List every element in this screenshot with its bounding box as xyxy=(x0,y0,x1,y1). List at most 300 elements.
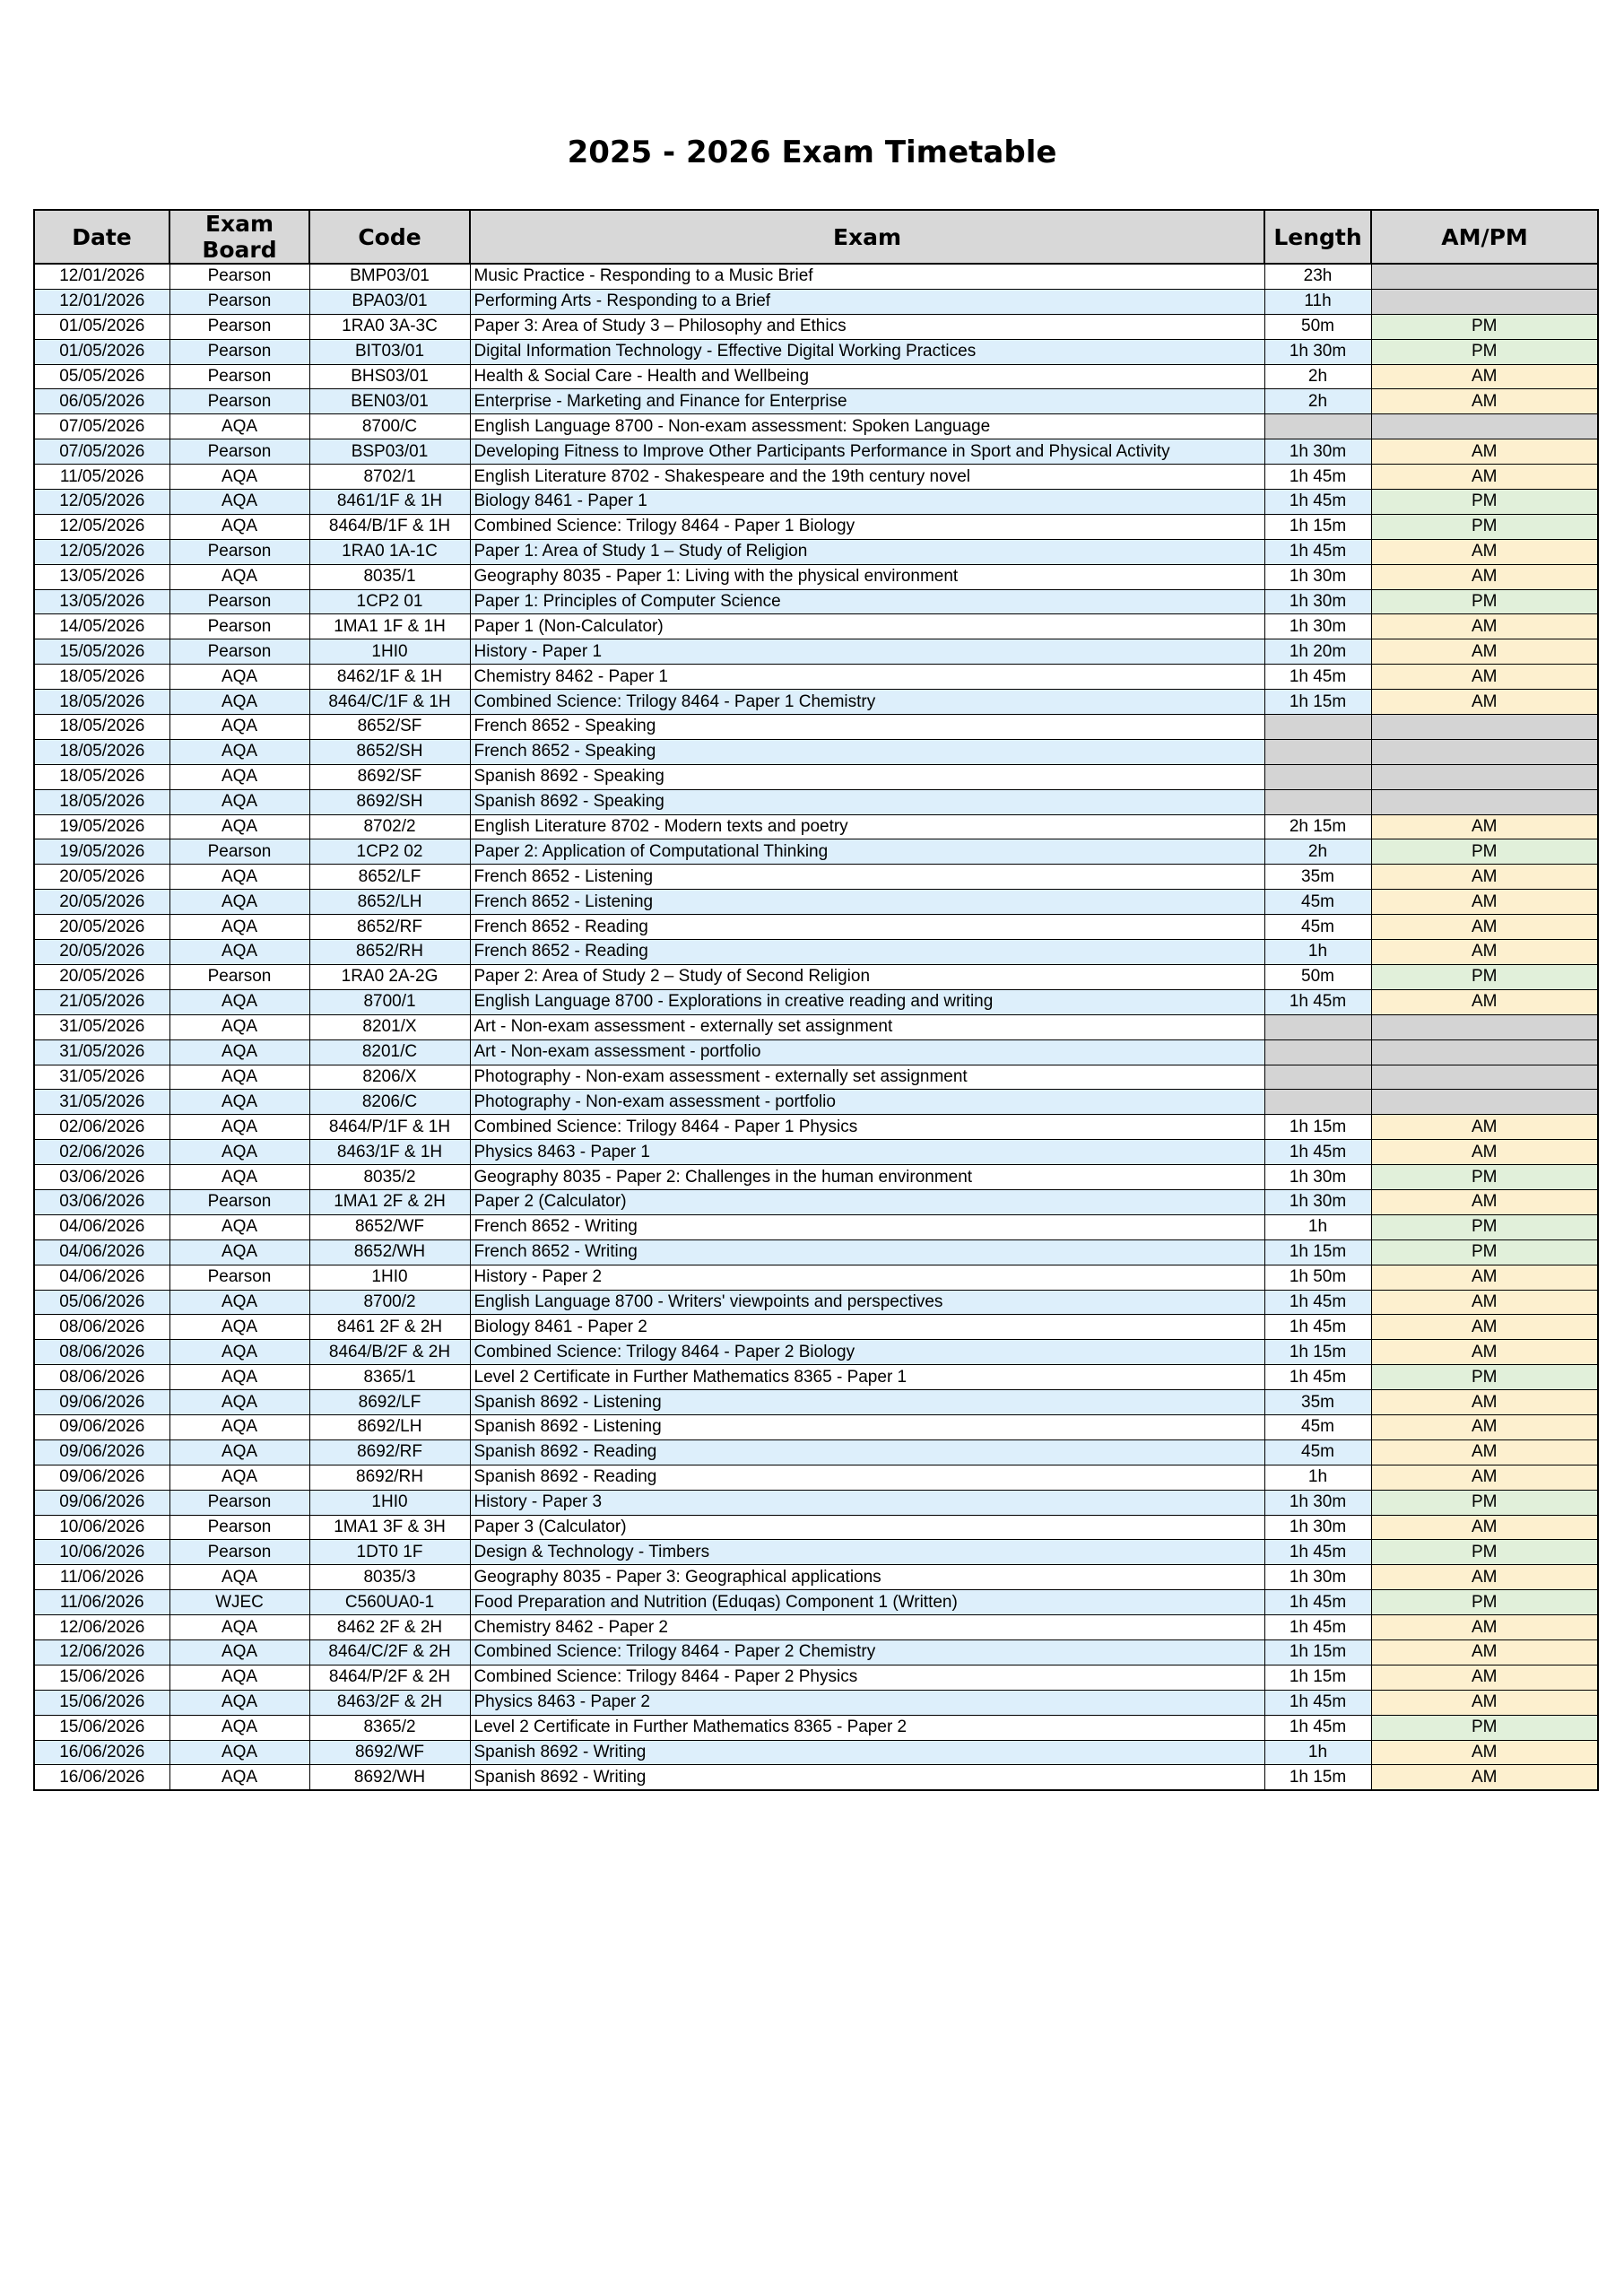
cell-code: 8700/C xyxy=(309,414,470,439)
cell-date: 09/06/2026 xyxy=(34,1490,169,1515)
cell-exam-board: AQA xyxy=(169,1165,309,1190)
cell-am-pm: AM xyxy=(1371,1265,1598,1290)
cell-exam-board: AQA xyxy=(169,1690,309,1715)
cell-am-pm: AM xyxy=(1371,1115,1598,1140)
table-row xyxy=(34,989,1598,1014)
cell-exam-board: Pearson xyxy=(169,589,309,614)
cell-date: 02/06/2026 xyxy=(34,1115,169,1140)
table-row xyxy=(34,1265,1598,1290)
table-row xyxy=(34,1590,1598,1615)
cell-length: 1h 30m xyxy=(1264,614,1371,639)
cell-length: 1h 15m xyxy=(1264,1639,1371,1665)
cell-am-pm: PM xyxy=(1371,339,1598,364)
cell-length: 35m xyxy=(1264,1390,1371,1415)
cell-exam: Paper 3: Area of Study 3 – Philosophy and Ethics xyxy=(470,314,1264,339)
cell-exam-board: AQA xyxy=(169,1014,309,1039)
cell-code: 8206/C xyxy=(309,1090,470,1115)
cell-am-pm: AM xyxy=(1371,1565,1598,1590)
cell-date: 18/05/2026 xyxy=(34,789,169,814)
cell-exam-board: Pearson xyxy=(169,1540,309,1565)
cell-exam: Spanish 8692 - Speaking xyxy=(470,789,1264,814)
cell-exam: Combined Science: Trilogy 8464 - Paper 1 Biology xyxy=(470,514,1264,539)
cell-exam: English Language 8700 - Non-exam assessment: Spoken Language xyxy=(470,414,1264,439)
table-row xyxy=(34,389,1598,414)
cell-code: 8702/1 xyxy=(309,465,470,490)
cell-exam: History - Paper 2 xyxy=(470,1265,1264,1290)
cell-am-pm: PM xyxy=(1371,1365,1598,1390)
cell-am-pm xyxy=(1371,1014,1598,1039)
cell-am-pm: AM xyxy=(1371,1414,1598,1439)
cell-exam: Chemistry 8462 - Paper 2 xyxy=(470,1615,1264,1640)
cell-length: 1h 30m xyxy=(1264,564,1371,589)
cell-exam-board: AQA xyxy=(169,465,309,490)
cell-exam: Physics 8463 - Paper 1 xyxy=(470,1140,1264,1165)
cell-exam-board: AQA xyxy=(169,1039,309,1065)
cell-exam-board: AQA xyxy=(169,665,309,690)
cell-exam-board: AQA xyxy=(169,690,309,715)
cell-exam: Spanish 8692 - Writing xyxy=(470,1765,1264,1790)
cell-length: 2h xyxy=(1264,839,1371,865)
cell-date: 15/06/2026 xyxy=(34,1665,169,1690)
cell-date: 20/05/2026 xyxy=(34,865,169,890)
exam-timetable xyxy=(33,209,1599,1791)
cell-exam-board: AQA xyxy=(169,1340,309,1365)
cell-code: 1CP2 01 xyxy=(309,589,470,614)
table-row xyxy=(34,514,1598,539)
cell-am-pm: PM xyxy=(1371,514,1598,539)
cell-exam: French 8652 - Speaking xyxy=(470,715,1264,740)
cell-length: 1h xyxy=(1264,1740,1371,1765)
cell-exam-board: Pearson xyxy=(169,964,309,989)
cell-exam: Art - Non-exam assessment - portfolio xyxy=(470,1039,1264,1065)
cell-length: 45m xyxy=(1264,1439,1371,1465)
cell-am-pm: PM xyxy=(1371,1590,1598,1615)
cell-date: 01/05/2026 xyxy=(34,339,169,364)
cell-am-pm: AM xyxy=(1371,1690,1598,1715)
cell-code: 8206/X xyxy=(309,1065,470,1090)
cell-length: 1h 30m xyxy=(1264,1490,1371,1515)
cell-am-pm: AM xyxy=(1371,1665,1598,1690)
cell-code: 1MA1 3F & 3H xyxy=(309,1515,470,1540)
cell-date: 06/05/2026 xyxy=(34,389,169,414)
table-row xyxy=(34,539,1598,564)
cell-length: 1h 30m xyxy=(1264,439,1371,465)
cell-date: 03/06/2026 xyxy=(34,1165,169,1190)
cell-date: 08/06/2026 xyxy=(34,1315,169,1340)
table-row xyxy=(34,789,1598,814)
cell-date: 18/05/2026 xyxy=(34,739,169,764)
cell-exam: Paper 1 (Non-Calculator) xyxy=(470,614,1264,639)
cell-code: 1DT0 1F xyxy=(309,1540,470,1565)
cell-code: 1RA0 3A-3C xyxy=(309,314,470,339)
cell-exam-board: AQA xyxy=(169,1140,309,1165)
cell-code: 8201/X xyxy=(309,1014,470,1039)
cell-length: 1h 50m xyxy=(1264,1265,1371,1290)
cell-date: 14/05/2026 xyxy=(34,614,169,639)
cell-am-pm: AM xyxy=(1371,1515,1598,1540)
cell-exam-board: AQA xyxy=(169,1565,309,1590)
cell-am-pm: AM xyxy=(1371,1615,1598,1640)
table-row xyxy=(34,1165,1598,1190)
cell-am-pm: AM xyxy=(1371,989,1598,1014)
cell-length: 45m xyxy=(1264,915,1371,940)
cell-am-pm xyxy=(1371,1065,1598,1090)
cell-exam-board: AQA xyxy=(169,1439,309,1465)
table-row xyxy=(34,364,1598,389)
header-length: Length xyxy=(1264,210,1371,264)
cell-code: 8652/RH xyxy=(309,940,470,965)
cell-exam-board: AQA xyxy=(169,1290,309,1315)
cell-am-pm: AM xyxy=(1371,1315,1598,1340)
cell-exam: French 8652 - Listening xyxy=(470,890,1264,915)
cell-date: 09/06/2026 xyxy=(34,1390,169,1415)
cell-code: 8652/RF xyxy=(309,915,470,940)
cell-exam-board: WJEC xyxy=(169,1590,309,1615)
table-row xyxy=(34,614,1598,639)
cell-exam-board: AQA xyxy=(169,890,309,915)
cell-code: BHS03/01 xyxy=(309,364,470,389)
cell-exam: Physics 8463 - Paper 2 xyxy=(470,1690,1264,1715)
table-row xyxy=(34,1214,1598,1239)
cell-am-pm xyxy=(1371,414,1598,439)
cell-exam-board: AQA xyxy=(169,865,309,890)
cell-date: 09/06/2026 xyxy=(34,1465,169,1490)
header-code: Code xyxy=(309,210,470,264)
cell-exam-board: Pearson xyxy=(169,289,309,314)
cell-am-pm: AM xyxy=(1371,639,1598,665)
cell-exam-board: Pearson xyxy=(169,1265,309,1290)
cell-exam-board: AQA xyxy=(169,915,309,940)
cell-code: 8692/SF xyxy=(309,764,470,789)
cell-code: 8462 2F & 2H xyxy=(309,1615,470,1640)
cell-code: C560UA0-1 xyxy=(309,1590,470,1615)
cell-exam: French 8652 - Speaking xyxy=(470,739,1264,764)
cell-length xyxy=(1264,1014,1371,1039)
cell-am-pm: PM xyxy=(1371,1490,1598,1515)
cell-date: 01/05/2026 xyxy=(34,314,169,339)
cell-am-pm: PM xyxy=(1371,1165,1598,1190)
cell-length: 1h 30m xyxy=(1264,589,1371,614)
cell-code: 8365/2 xyxy=(309,1715,470,1740)
cell-exam: Geography 8035 - Paper 2: Challenges in the human environment xyxy=(470,1165,1264,1190)
cell-length: 1h 30m xyxy=(1264,1165,1371,1190)
table-row xyxy=(34,264,1598,289)
cell-code: 8464/B/2F & 2H xyxy=(309,1340,470,1365)
page-title: 2025 - 2026 Exam Timetable xyxy=(567,135,1057,170)
table-row xyxy=(34,1140,1598,1165)
cell-date: 08/06/2026 xyxy=(34,1340,169,1365)
cell-code: BMP03/01 xyxy=(309,264,470,289)
cell-date: 18/05/2026 xyxy=(34,764,169,789)
cell-exam-board: AQA xyxy=(169,564,309,589)
cell-exam-board: Pearson xyxy=(169,364,309,389)
cell-code: 8035/2 xyxy=(309,1165,470,1190)
table-row xyxy=(34,1465,1598,1490)
cell-code: 8464/P/1F & 1H xyxy=(309,1115,470,1140)
cell-code: 8464/P/2F & 2H xyxy=(309,1665,470,1690)
cell-date: 15/06/2026 xyxy=(34,1715,169,1740)
cell-am-pm: AM xyxy=(1371,465,1598,490)
cell-length: 45m xyxy=(1264,890,1371,915)
table-row xyxy=(34,1365,1598,1390)
cell-code: 8652/LF xyxy=(309,865,470,890)
cell-date: 09/06/2026 xyxy=(34,1414,169,1439)
cell-date: 12/05/2026 xyxy=(34,514,169,539)
cell-date: 02/06/2026 xyxy=(34,1140,169,1165)
cell-exam: Enterprise - Marketing and Finance for Enterprise xyxy=(470,389,1264,414)
cell-date: 04/06/2026 xyxy=(34,1214,169,1239)
table-row xyxy=(34,414,1598,439)
table-row xyxy=(34,1090,1598,1115)
cell-length: 50m xyxy=(1264,964,1371,989)
table-row xyxy=(34,1615,1598,1640)
cell-exam-board: AQA xyxy=(169,1115,309,1140)
cell-code: 8700/2 xyxy=(309,1290,470,1315)
cell-length: 35m xyxy=(1264,865,1371,890)
cell-exam: Geography 8035 - Paper 3: Geographical applications xyxy=(470,1565,1264,1590)
cell-exam-board: AQA xyxy=(169,490,309,515)
cell-date: 12/01/2026 xyxy=(34,289,169,314)
cell-exam-board: AQA xyxy=(169,1665,309,1690)
table-row xyxy=(34,1490,1598,1515)
table-row xyxy=(34,839,1598,865)
cell-code: 8700/1 xyxy=(309,989,470,1014)
cell-exam-board: Pearson xyxy=(169,1490,309,1515)
table-row xyxy=(34,690,1598,715)
cell-exam: Music Practice - Responding to a Music Brief xyxy=(470,264,1264,289)
cell-length: 1h xyxy=(1264,1214,1371,1239)
cell-length: 1h 15m xyxy=(1264,1665,1371,1690)
cell-exam-board: AQA xyxy=(169,1765,309,1790)
cell-length: 1h 45m xyxy=(1264,989,1371,1014)
cell-length: 50m xyxy=(1264,314,1371,339)
cell-exam-board: AQA xyxy=(169,1239,309,1265)
table-row xyxy=(34,665,1598,690)
table-row xyxy=(34,1665,1598,1690)
cell-exam: Combined Science: Trilogy 8464 - Paper 2 Physics xyxy=(470,1665,1264,1690)
cell-exam-board: Pearson xyxy=(169,614,309,639)
cell-code: 8463/1F & 1H xyxy=(309,1140,470,1165)
cell-date: 12/05/2026 xyxy=(34,490,169,515)
cell-code: 8464/C/1F & 1H xyxy=(309,690,470,715)
cell-exam: French 8652 - Writing xyxy=(470,1214,1264,1239)
table-row xyxy=(34,589,1598,614)
cell-exam: English Language 8700 - Explorations in creative reading and writing xyxy=(470,989,1264,1014)
cell-code: 8365/1 xyxy=(309,1365,470,1390)
cell-length xyxy=(1264,764,1371,789)
cell-length: 1h 30m xyxy=(1264,1515,1371,1540)
cell-exam: Photography - Non-exam assessment - externally set assignment xyxy=(470,1065,1264,1090)
cell-am-pm: AM xyxy=(1371,614,1598,639)
table-row xyxy=(34,1765,1598,1790)
table-row xyxy=(34,1014,1598,1039)
cell-length: 1h 15m xyxy=(1264,514,1371,539)
cell-code: 8464/B/1F & 1H xyxy=(309,514,470,539)
cell-am-pm xyxy=(1371,739,1598,764)
cell-exam: Health & Social Care - Health and Wellbeing xyxy=(470,364,1264,389)
cell-exam-board: AQA xyxy=(169,715,309,740)
cell-exam-board: AQA xyxy=(169,1390,309,1415)
table-row xyxy=(34,764,1598,789)
cell-length: 1h 45m xyxy=(1264,1690,1371,1715)
cell-exam: Biology 8461 - Paper 2 xyxy=(470,1315,1264,1340)
cell-date: 31/05/2026 xyxy=(34,1014,169,1039)
cell-length: 2h 15m xyxy=(1264,814,1371,839)
cell-exam-board: Pearson xyxy=(169,439,309,465)
cell-date: 12/06/2026 xyxy=(34,1615,169,1640)
cell-date: 31/05/2026 xyxy=(34,1039,169,1065)
cell-am-pm: AM xyxy=(1371,1290,1598,1315)
cell-am-pm: AM xyxy=(1371,364,1598,389)
table-row xyxy=(34,564,1598,589)
cell-length: 1h 15m xyxy=(1264,1115,1371,1140)
cell-code: 8652/LH xyxy=(309,890,470,915)
cell-exam: Paper 2: Application of Computational Thinking xyxy=(470,839,1264,865)
cell-am-pm: AM xyxy=(1371,1465,1598,1490)
cell-exam-board: Pearson xyxy=(169,264,309,289)
cell-length: 23h xyxy=(1264,264,1371,289)
cell-date: 03/06/2026 xyxy=(34,1189,169,1214)
cell-code: 1RA0 2A-2G xyxy=(309,964,470,989)
table-row xyxy=(34,465,1598,490)
cell-length: 1h 45m xyxy=(1264,490,1371,515)
table-row xyxy=(34,940,1598,965)
cell-code: BIT03/01 xyxy=(309,339,470,364)
cell-code: 1MA1 2F & 2H xyxy=(309,1189,470,1214)
table-row xyxy=(34,814,1598,839)
cell-exam-board: AQA xyxy=(169,1214,309,1239)
cell-date: 05/06/2026 xyxy=(34,1290,169,1315)
cell-am-pm: AM xyxy=(1371,564,1598,589)
table-row xyxy=(34,1515,1598,1540)
table-row xyxy=(34,1439,1598,1465)
cell-date: 12/01/2026 xyxy=(34,264,169,289)
cell-am-pm: AM xyxy=(1371,940,1598,965)
cell-length: 1h xyxy=(1264,940,1371,965)
cell-am-pm: PM xyxy=(1371,314,1598,339)
cell-length: 1h 15m xyxy=(1264,1239,1371,1265)
cell-am-pm: AM xyxy=(1371,1740,1598,1765)
cell-am-pm xyxy=(1371,789,1598,814)
cell-am-pm: AM xyxy=(1371,915,1598,940)
cell-exam-board: Pearson xyxy=(169,314,309,339)
cell-code: 8692/LH xyxy=(309,1414,470,1439)
table-row xyxy=(34,1315,1598,1340)
cell-code: 8692/RF xyxy=(309,1439,470,1465)
cell-date: 11/05/2026 xyxy=(34,465,169,490)
cell-length: 1h 20m xyxy=(1264,639,1371,665)
cell-date: 20/05/2026 xyxy=(34,940,169,965)
cell-exam: Spanish 8692 - Writing xyxy=(470,1740,1264,1765)
cell-exam-board: AQA xyxy=(169,989,309,1014)
cell-exam: Paper 1: Area of Study 1 – Study of Religion xyxy=(470,539,1264,564)
cell-code: 1MA1 1F & 1H xyxy=(309,614,470,639)
cell-date: 12/05/2026 xyxy=(34,539,169,564)
cell-code: 8463/2F & 2H xyxy=(309,1690,470,1715)
cell-exam: Paper 2 (Calculator) xyxy=(470,1189,1264,1214)
cell-exam-board: AQA xyxy=(169,1065,309,1090)
cell-exam: Combined Science: Trilogy 8464 - Paper 1 Chemistry xyxy=(470,690,1264,715)
cell-code: 8035/1 xyxy=(309,564,470,589)
cell-exam-board: AQA xyxy=(169,789,309,814)
table-row xyxy=(34,490,1598,515)
cell-code: 8035/3 xyxy=(309,1565,470,1590)
cell-date: 15/06/2026 xyxy=(34,1690,169,1715)
cell-date: 12/06/2026 xyxy=(34,1639,169,1665)
cell-exam-board: AQA xyxy=(169,1615,309,1640)
cell-length: 1h 45m xyxy=(1264,1290,1371,1315)
cell-length: 1h 30m xyxy=(1264,1189,1371,1214)
cell-exam: French 8652 - Listening xyxy=(470,865,1264,890)
cell-exam: Performing Arts - Responding to a Brief xyxy=(470,289,1264,314)
cell-length: 1h 45m xyxy=(1264,1615,1371,1640)
cell-exam: Paper 1: Principles of Computer Science xyxy=(470,589,1264,614)
cell-exam-board: AQA xyxy=(169,814,309,839)
cell-exam: Combined Science: Trilogy 8464 - Paper 1 Physics xyxy=(470,1115,1264,1140)
cell-code: 8464/C/2F & 2H xyxy=(309,1639,470,1665)
table-row xyxy=(34,1390,1598,1415)
header-am-pm: AM/PM xyxy=(1371,210,1598,264)
cell-am-pm: AM xyxy=(1371,1340,1598,1365)
table-row xyxy=(34,439,1598,465)
cell-am-pm xyxy=(1371,764,1598,789)
cell-code: 8692/WH xyxy=(309,1765,470,1790)
cell-exam: Spanish 8692 - Speaking xyxy=(470,764,1264,789)
table-row xyxy=(34,1239,1598,1265)
cell-length: 1h 45m xyxy=(1264,1715,1371,1740)
cell-date: 31/05/2026 xyxy=(34,1065,169,1090)
cell-code: 1CP2 02 xyxy=(309,839,470,865)
cell-exam: Level 2 Certificate in Further Mathematics 8365 - Paper 2 xyxy=(470,1715,1264,1740)
cell-code: 1HI0 xyxy=(309,1265,470,1290)
cell-length: 11h xyxy=(1264,289,1371,314)
table-row xyxy=(34,865,1598,890)
cell-code: 8461/1F & 1H xyxy=(309,490,470,515)
cell-am-pm: PM xyxy=(1371,490,1598,515)
header-exam-board: Exam Board xyxy=(169,210,309,264)
table-row xyxy=(34,639,1598,665)
cell-code: 8652/SF xyxy=(309,715,470,740)
table-row xyxy=(34,1715,1598,1740)
cell-exam: Art - Non-exam assessment - externally set assignment xyxy=(470,1014,1264,1039)
cell-length: 1h 45m xyxy=(1264,539,1371,564)
cell-length: 1h 45m xyxy=(1264,465,1371,490)
cell-code: 8462/1F & 1H xyxy=(309,665,470,690)
cell-length: 1h xyxy=(1264,1465,1371,1490)
cell-exam: Spanish 8692 - Listening xyxy=(470,1414,1264,1439)
cell-am-pm: AM xyxy=(1371,1140,1598,1165)
cell-exam-board: AQA xyxy=(169,414,309,439)
cell-date: 07/05/2026 xyxy=(34,414,169,439)
timetable-body xyxy=(34,264,1598,1790)
cell-date: 18/05/2026 xyxy=(34,690,169,715)
cell-length xyxy=(1264,1039,1371,1065)
cell-date: 10/06/2026 xyxy=(34,1515,169,1540)
cell-exam-board: AQA xyxy=(169,1315,309,1340)
table-row xyxy=(34,890,1598,915)
table-row xyxy=(34,1290,1598,1315)
cell-date: 19/05/2026 xyxy=(34,839,169,865)
cell-length xyxy=(1264,789,1371,814)
cell-am-pm: PM xyxy=(1371,1540,1598,1565)
cell-exam-board: AQA xyxy=(169,764,309,789)
cell-am-pm: AM xyxy=(1371,389,1598,414)
cell-am-pm xyxy=(1371,1090,1598,1115)
cell-length: 2h xyxy=(1264,389,1371,414)
cell-code: 8652/SH xyxy=(309,739,470,764)
cell-code: BEN03/01 xyxy=(309,389,470,414)
cell-length: 1h 15m xyxy=(1264,1340,1371,1365)
